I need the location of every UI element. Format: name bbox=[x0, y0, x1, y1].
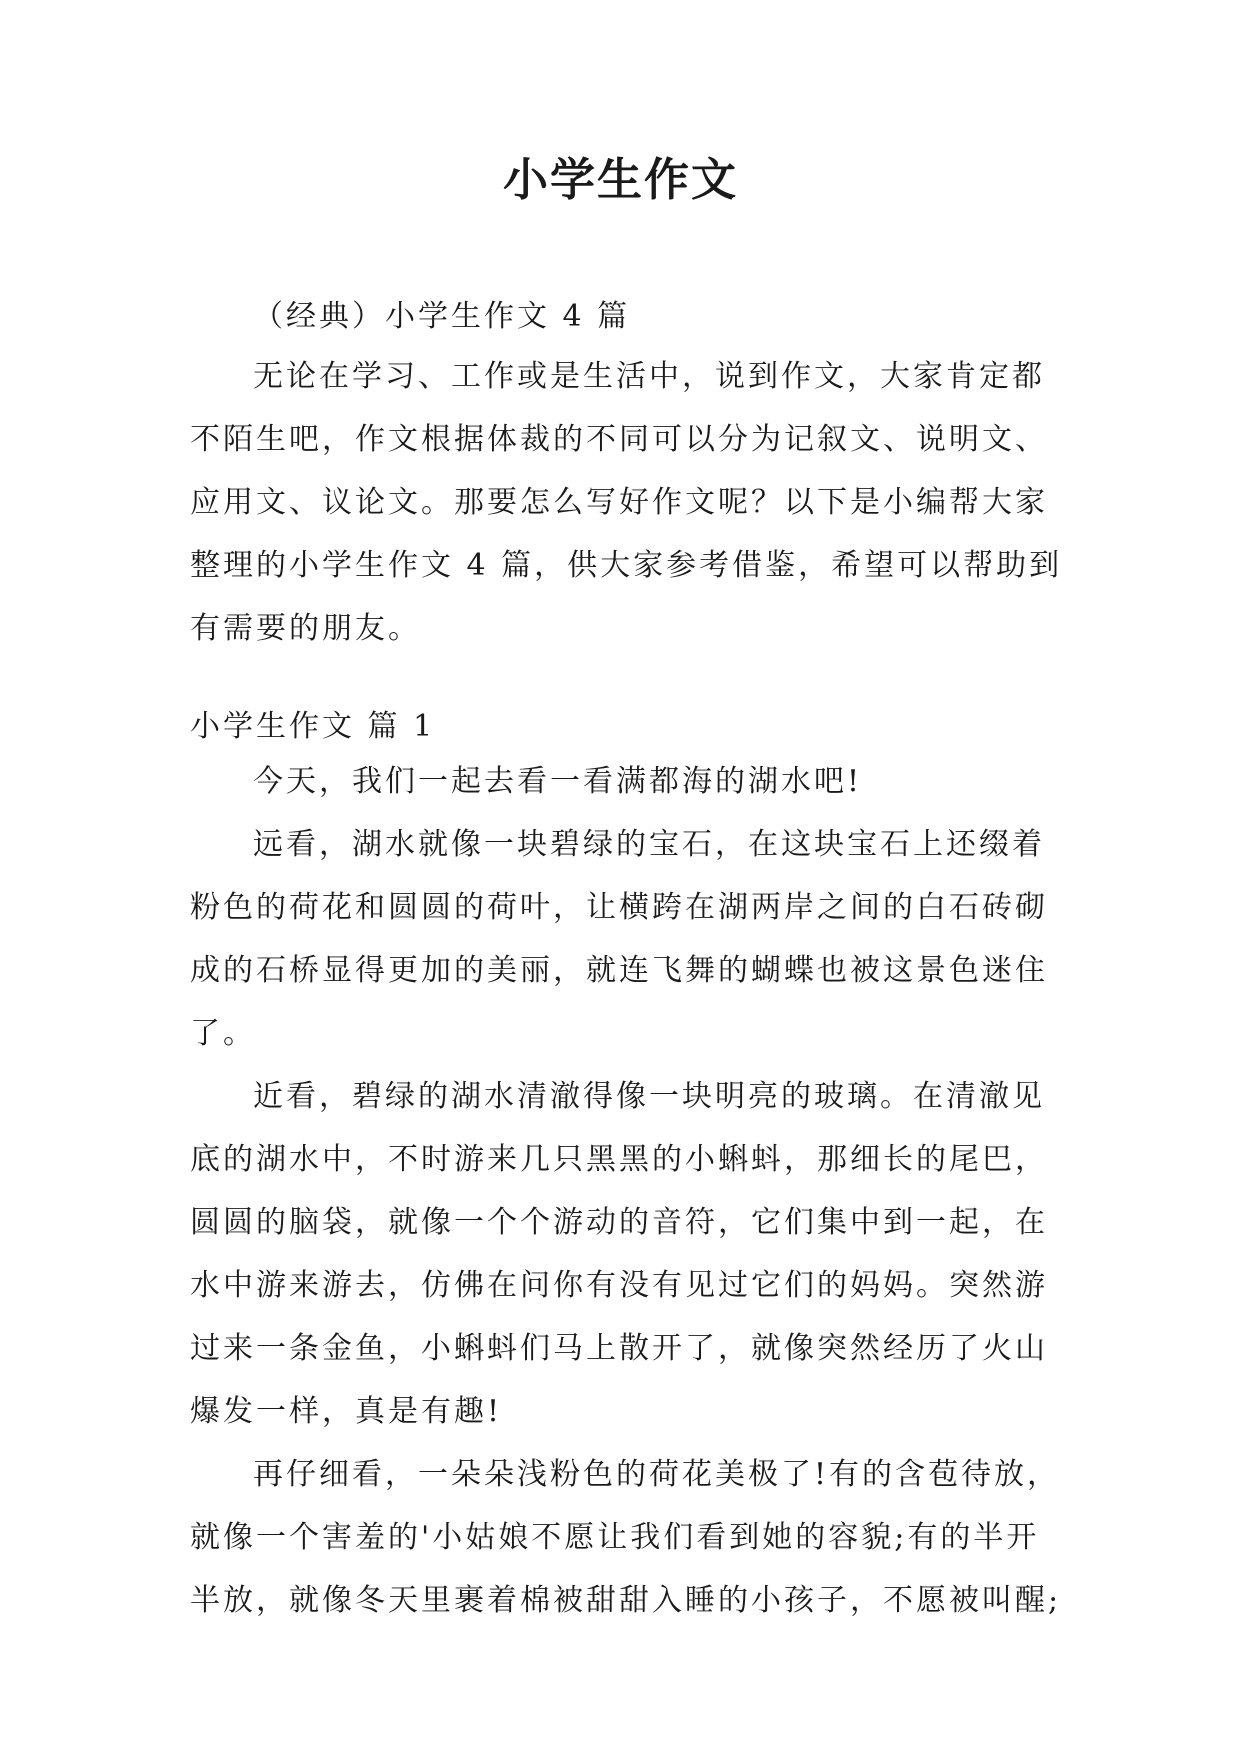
essay-body bbox=[190, 750, 1065, 1632]
essay-paragraph: 再仔细看，一朵朵浅粉色的荷花美极了!有的含苞待放，就像一个害羞的'小姑娘不愿让我们看到她的容貌;有的半开半放，就像冬天里裹着棉被甜甜入睡的小孩子，不愿被叫醒; bbox=[190, 1457, 1062, 1618]
section-heading: 小学生作文 篇 1 bbox=[190, 709, 436, 744]
essay-paragraph: 近看，碧绿的湖水清澈得像一块明亮的玻璃。在清澈见底的湖水中，不时游来几只黑黑的小蝌蚪，那细长的尾巴，圆圆的脑袋，就像一个个游动的音符，它们集中到一起，在水中游来游去，仿佛在问你有没有见过它们的妈妈。突然游过来一条金鱼，小蝌蚪们马上散开了，就像突然经历了火山爆发一样，真是有趣! bbox=[190, 1079, 1048, 1429]
intro-paragraph: 无论在学习、工作或是生活中，说到作文，大家肯定都不陌生吧，作文根据体裁的不同可以分为记叙文、说明文、应用文、议论文。那要怎么写好作文呢？以下是小编帮大家整理的小学生作文 4 篇，供大家参考借鉴，希望可以帮助到有需要的朋友。 bbox=[190, 359, 1063, 646]
document-title: 小学生作文 bbox=[502, 153, 738, 206]
document-subtitle: （经典）小学生作文 4 篇 bbox=[253, 299, 631, 334]
essay-paragraph: 远看，湖水就像一块碧绿的宝石，在这块宝石上还缀着粉色的荷花和圆圆的荷叶，让横跨在湖两岸之间的白石砖砌成的石桥显得更加的美丽，就连飞舞的蝴蝶也被这景色迷住了。 bbox=[190, 827, 1048, 1051]
essay-paragraph: 今天，我们一起去看一看满都海的湖水吧! bbox=[253, 764, 863, 799]
